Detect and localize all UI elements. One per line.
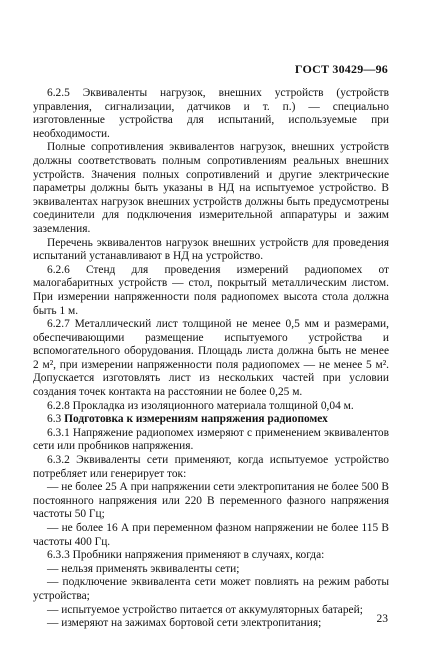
paragraph: 6.2.6 Стенд для проведения измерений радиопомех от малогабаритных устройств — стол, покрытый металлическим листом. При измерении напряженности поля радиопомех высота стола должна быть 1 м. xyxy=(33,263,389,317)
list-item: — не более 25 А при напряжении сети электропитания не более 500 В постоянного напряжения или 220 В переменного фазного напряжения частоты 50 Гц; xyxy=(33,481,389,521)
paragraph: 6.2.8 Прокладка из изоляционного материала толщиной 0,04 м. xyxy=(47,399,354,412)
section-heading xyxy=(33,413,389,427)
paragraph: 6.3.1 Напряжение радиопомех измеряют с применением эквивалентов сети или пробников напряжения. xyxy=(33,426,389,453)
list-item: — подключение эквивалента сети может повлиять на режим работы устройства; xyxy=(33,576,389,602)
section-title: Подготовка к измерениям напряжения радиопомех xyxy=(64,413,328,426)
paragraph: Перечень эквивалентов нагрузок внешних устройств для проведения испытаний устанавливают в НД на устройство. xyxy=(33,236,389,263)
list-item: — не более 16 А при переменном фазном напряжении не более 115 В частоты 400 Гц. xyxy=(33,522,389,548)
paragraph: 6.3.3 Пробники напряжения применяют в случаях, когда: xyxy=(47,549,325,562)
list-item: — испытуемое устройство питается от аккумуляторных батарей; xyxy=(47,603,363,616)
page-number: 23 xyxy=(376,613,388,625)
page-body xyxy=(33,87,389,631)
section-number: 6.3 xyxy=(47,413,62,426)
document-code: ГОСТ 30429—96 xyxy=(294,62,388,76)
list-item: — измеряют на зажимах бортовой сети электропитания; xyxy=(47,617,322,630)
paragraph: Полные сопротивления эквивалентов нагрузок, внешних устройств должны соответствовать полным сопротивлениям реальных внешних устройств. Значения полных сопротивлений и другие электрические параметры должны быть указаны в НД на испытуемое устройство. В эквивалентах нагрузок внешних устройств должны быть предусмотрены соединители для подключения измерительной аппаратуры и зажим заземления. xyxy=(33,141,389,235)
paragraph: 6.3.2 Эквиваленты сети применяют, когда испытуемое устройство потребляет или генерирует ток: xyxy=(33,454,389,480)
paragraph: 6.2.7 Металлический лист толщиной не менее 0,5 мм и размерами, обеспечивающими размещение испытуемого устройства и вспомогательного оборудования. Площадь листа должна быть не менее 2 м², при измерении напряженности поля радиопомех — не менее 5 м². Допускается изготовлять лист из нескольких частей при условии создания точек контакта на расстоянии не более 0,25 м. xyxy=(33,318,389,399)
list-item: — нельзя применять эквиваленты сети; xyxy=(47,562,240,575)
paragraph: 6.2.5 Эквиваленты нагрузок, внешних устройств (устройств управления, сигнализации, датчиков и т. п.) — специально изготовленные устройства для испытаний, используемые при необходимости. xyxy=(33,87,389,140)
